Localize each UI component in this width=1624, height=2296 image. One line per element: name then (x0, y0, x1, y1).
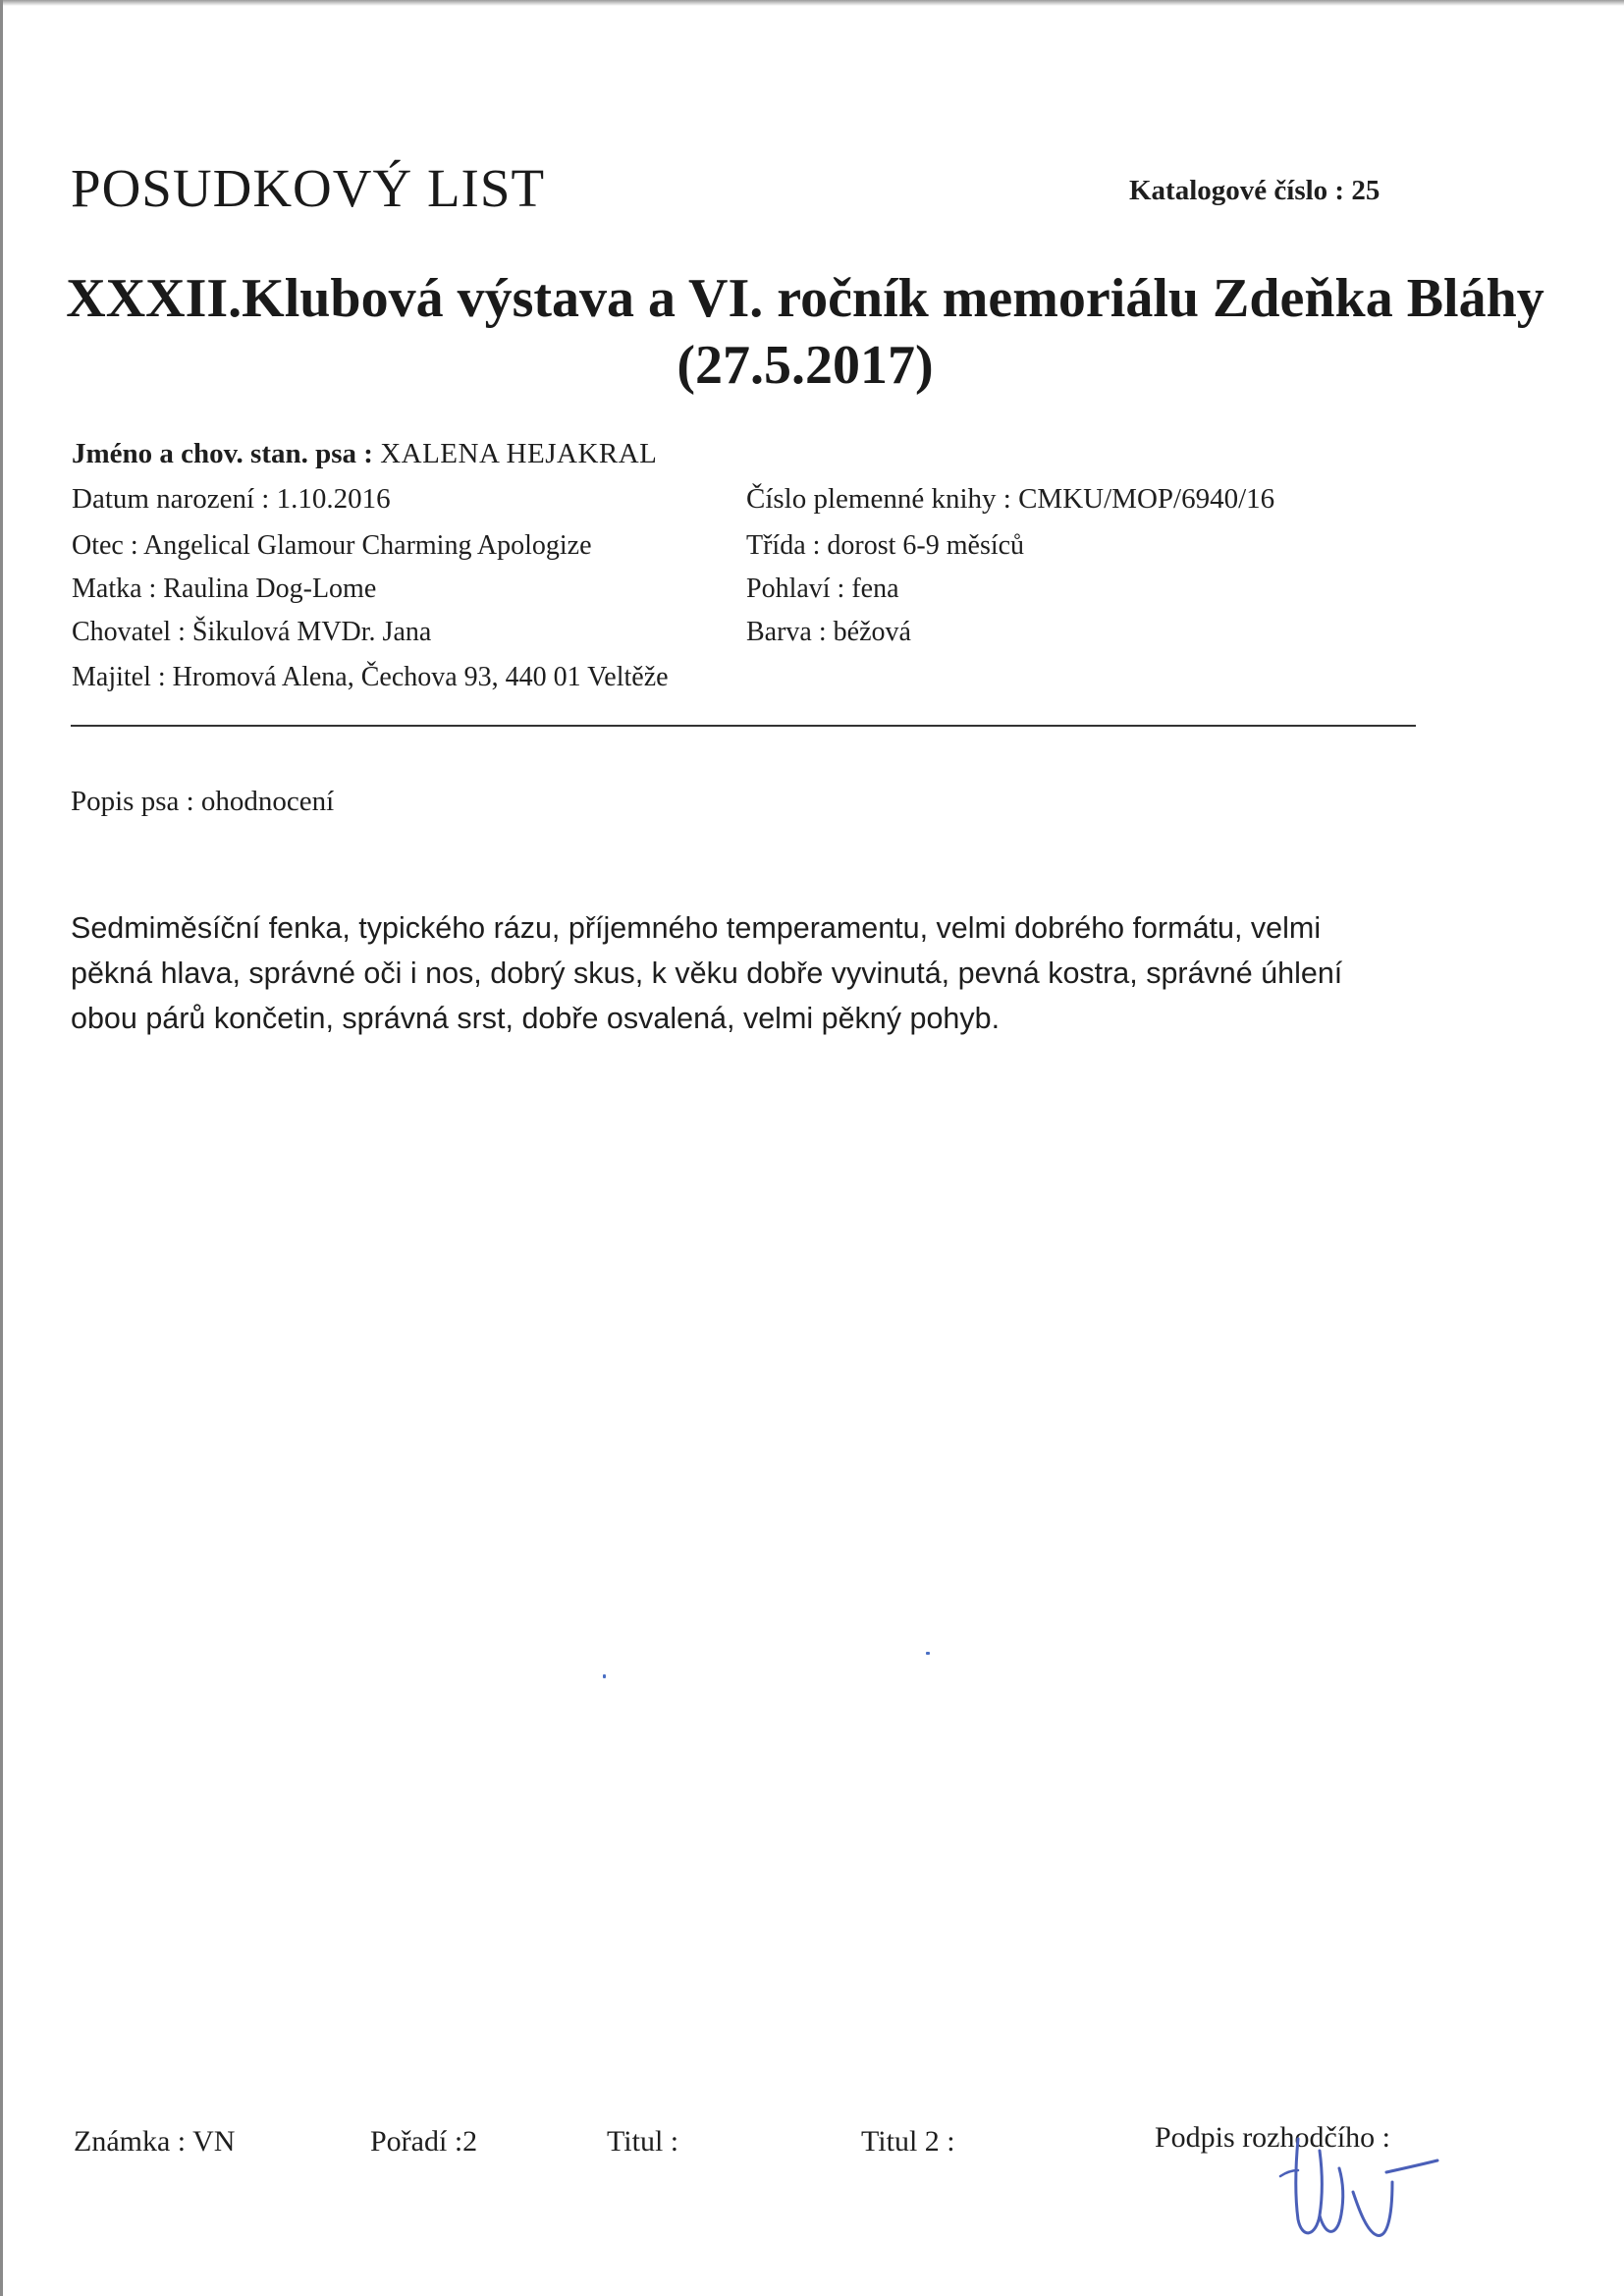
class: Třída : dorost 6-9 měsíců (746, 530, 1025, 561)
mother: Matka : Raulina Dog-Lome (72, 574, 377, 604)
birth-date: Datum narození : 1.10.2016 (72, 483, 391, 515)
divider-line (71, 725, 1416, 727)
grade: Známka : VN (74, 2125, 236, 2158)
dog-name-line (72, 438, 657, 470)
scan-edge-top (0, 0, 1624, 6)
stud-book-number: Číslo plemenné knihy : CMKU/MOP/6940/16 (746, 483, 1275, 515)
evaluation-label: Popis psa : ohodnocení (71, 786, 335, 817)
title-2: Titul 2 : (861, 2125, 955, 2158)
evaluation-text (71, 905, 1485, 1041)
scan-speck (603, 1674, 606, 1678)
sex: Pohlaví : fena (746, 574, 899, 604)
title-1: Titul : (607, 2125, 679, 2158)
color: Barva : béžová (746, 617, 911, 647)
scan-edge-left (0, 0, 3, 2296)
catalog-number: Katalogové číslo : 25 (1129, 175, 1380, 206)
father: Otec : Angelical Glamour Charming Apologize (72, 530, 592, 561)
scan-speck (926, 1652, 930, 1655)
event-title: XXXII.Klubová výstava a VI. ročník memoriálu Zdeňka Bláhy (27.5.2017) (66, 268, 1544, 396)
evaluation-line: pěkná hlava, správné oči i nos, dobrý skus, k věku dobře vyvinutá, pevná kostra, správné úhlení (71, 957, 1343, 990)
evaluation-line: Sedmiměsíční fenka, typického rázu, příjemného temperamentu, velmi dobrého formátu, velmi (71, 911, 1322, 945)
judge-signature-label: Podpis rozhodčího : (1155, 2121, 1390, 2154)
dog-name-value: XALENA HEJAKRAL (380, 438, 658, 469)
placement: Pořadí :2 (370, 2125, 478, 2158)
judge-signature (1276, 2121, 1443, 2259)
breeder: Chovatel : Šikulová MVDr. Jana (72, 617, 432, 647)
owner: Majitel : Hromová Alena, Čechova 93, 440 01 Veltěže (72, 662, 669, 692)
dog-name-label: Jméno a chov. stan. psa : (72, 438, 373, 469)
document-title: POSUDKOVÝ LIST (71, 158, 546, 218)
evaluation-line: obou párů končetin, správná srst, dobře osvalená, velmi pěkný pohyb. (71, 1002, 1001, 1035)
